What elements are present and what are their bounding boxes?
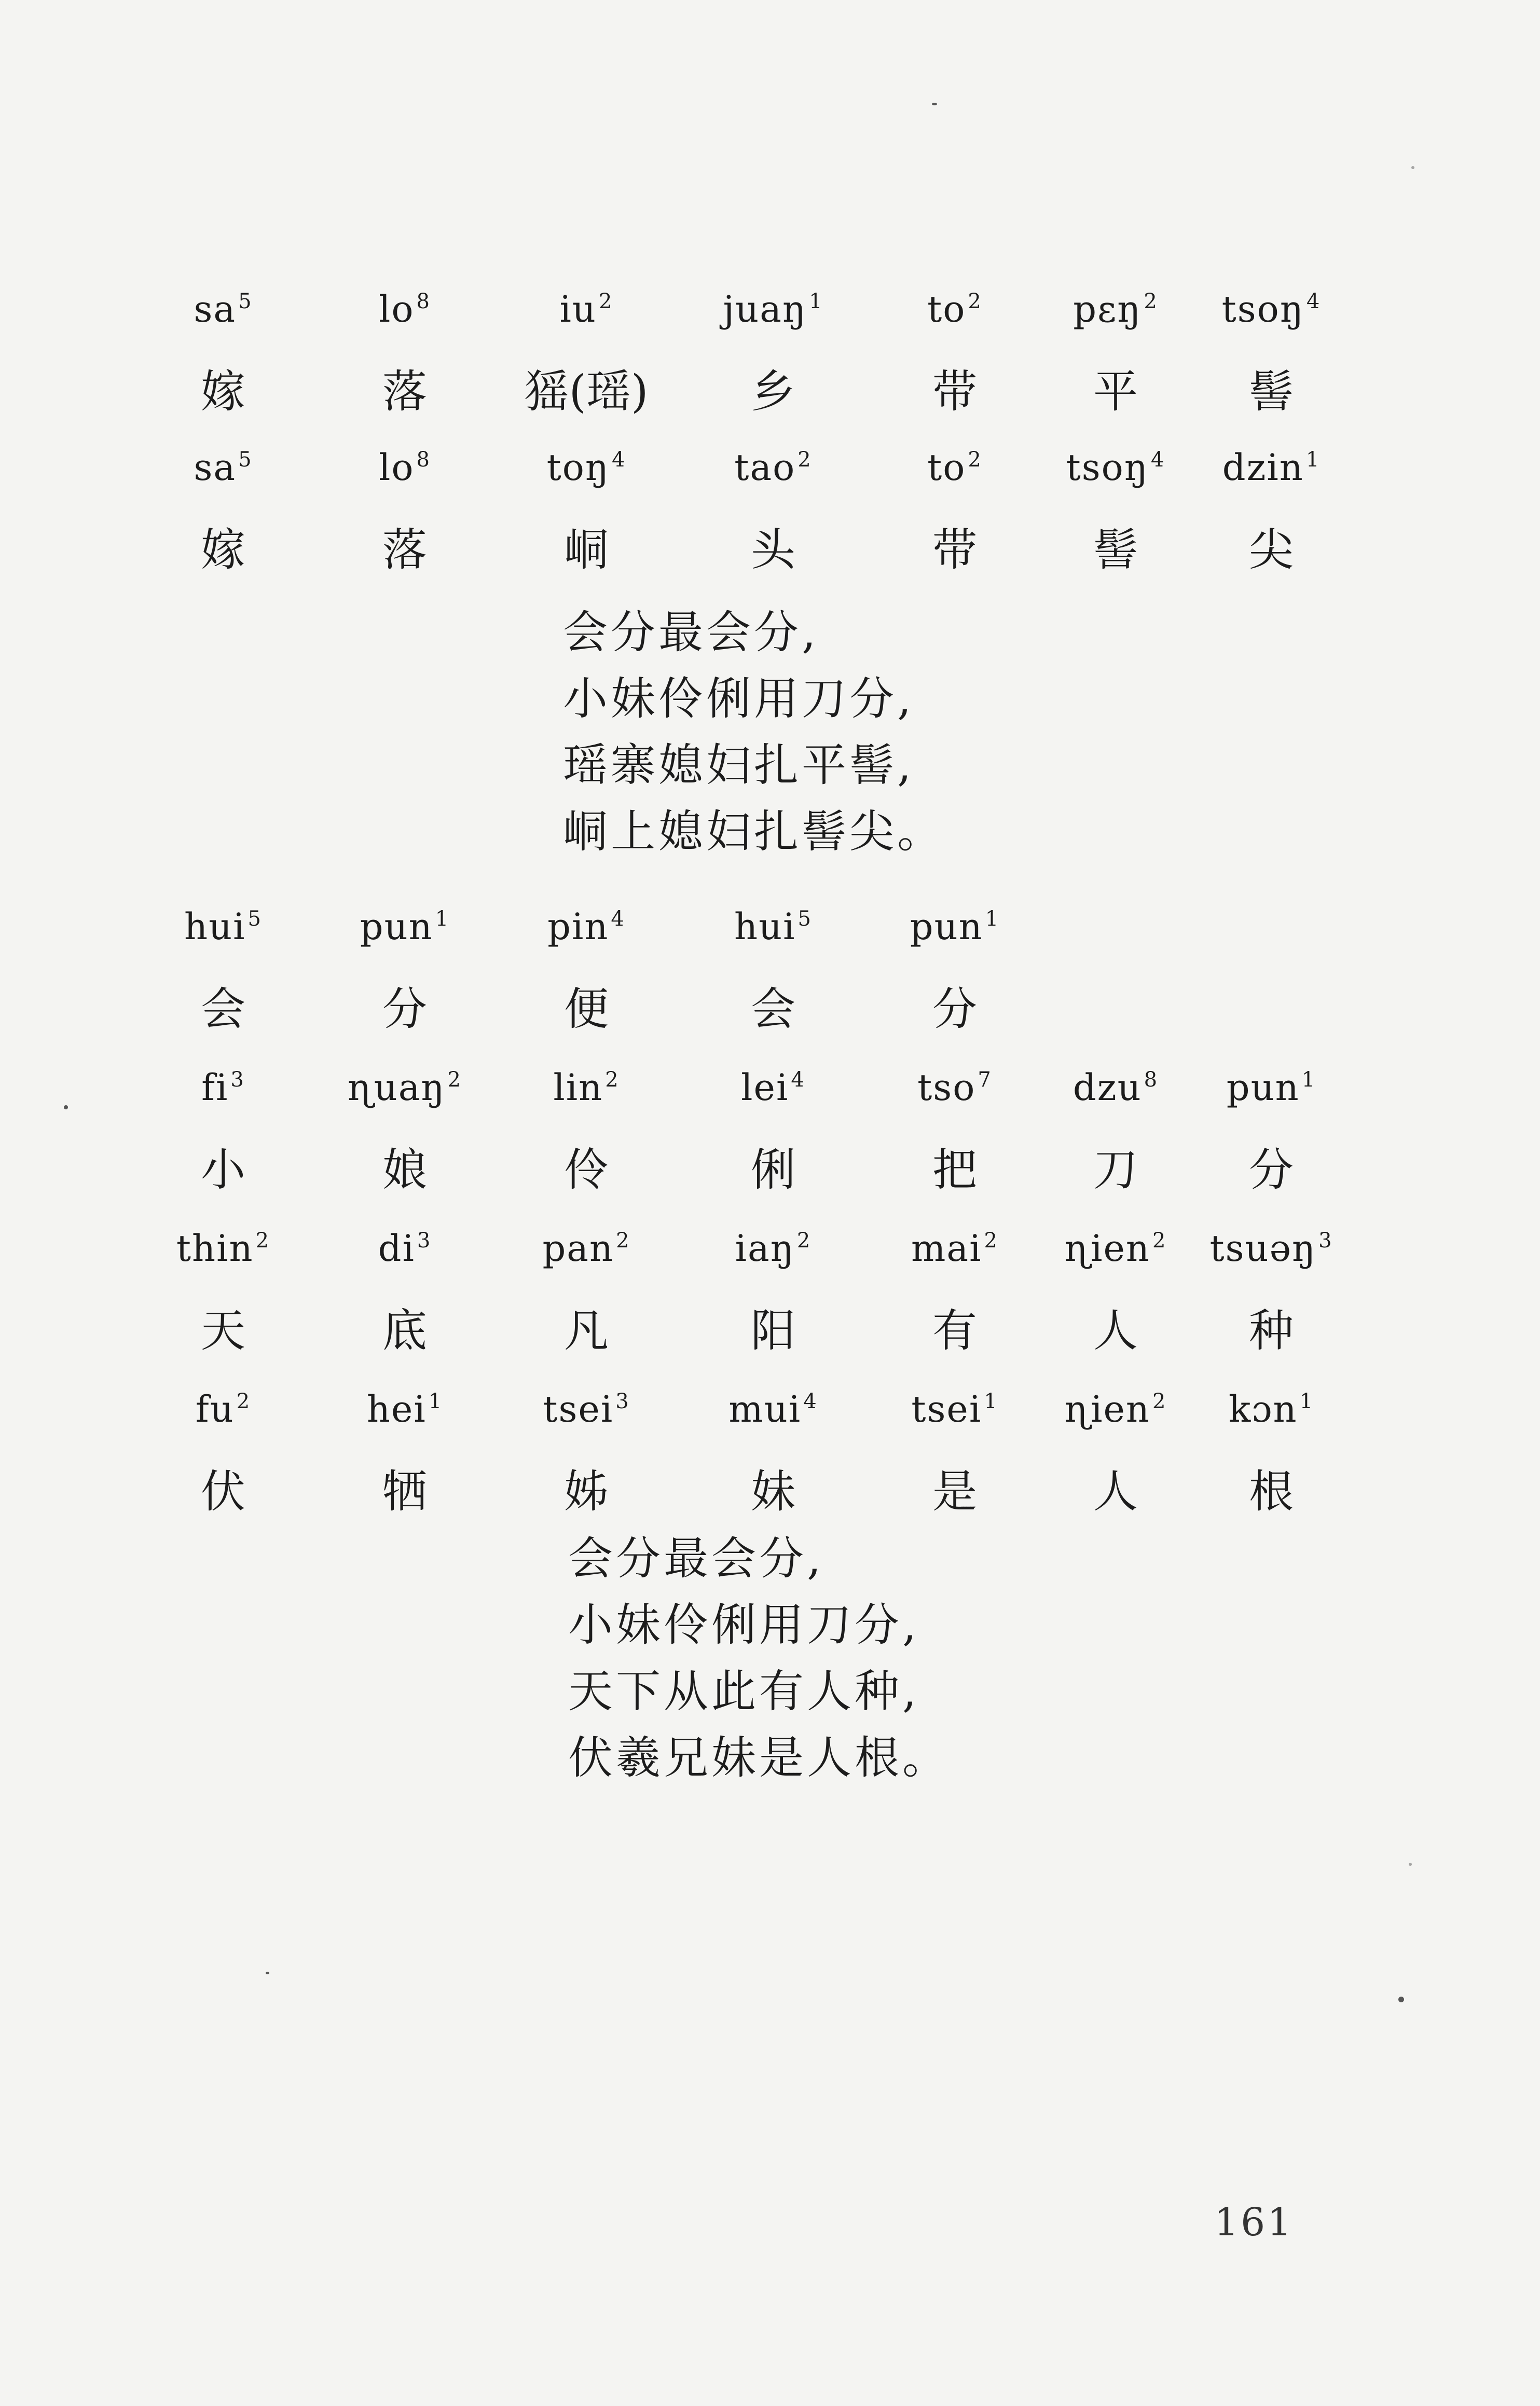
- romanization-syllable: [553, 1066, 619, 1109]
- chinese-gloss: 峒: [564, 524, 609, 576]
- tone-number: 4: [791, 1068, 805, 1092]
- romanization-syllable: [1209, 1227, 1332, 1270]
- syllable-text: ɳuaŋ: [348, 1066, 446, 1109]
- chinese-gloss: 落: [382, 524, 427, 576]
- print-speck: [266, 1972, 269, 1974]
- tone-number: 2: [984, 1229, 998, 1253]
- chinese-gloss: 髻: [1093, 524, 1138, 576]
- chinese-gloss: 带: [932, 366, 977, 418]
- syllable-text: hui: [734, 905, 796, 948]
- chinese-gloss: 落: [382, 366, 427, 418]
- romanization-syllable: [910, 905, 999, 948]
- romanization-syllable: [1065, 1227, 1167, 1270]
- tone-number: 4: [611, 448, 626, 472]
- print-speck: [1409, 1863, 1412, 1866]
- chinese-gloss: 刀: [1093, 1144, 1138, 1196]
- page-number: 161: [1214, 2200, 1294, 2245]
- chinese-gloss: 姊: [564, 1466, 609, 1518]
- syllable-text: to: [927, 288, 966, 331]
- romanization-syllable: [379, 446, 431, 489]
- romanization-syllable: [367, 1388, 443, 1431]
- chinese-gloss: 嫁: [201, 366, 245, 418]
- syllable-text: hui: [184, 905, 246, 948]
- syllable-text: sa: [194, 446, 237, 489]
- romanization-syllable: [547, 446, 626, 489]
- syllable-text: pun: [910, 905, 983, 948]
- tone-number: 5: [248, 907, 263, 931]
- chinese-gloss: 尖: [1249, 524, 1294, 576]
- chinese-gloss: 人: [1093, 1466, 1138, 1518]
- tone-number: 2: [1152, 1229, 1167, 1253]
- chinese-gloss: 猺(瑶): [524, 366, 649, 418]
- syllable-text: ɳien: [1064, 1227, 1151, 1270]
- syllable-text: pun: [360, 905, 433, 948]
- syllable-text: pɛŋ: [1073, 288, 1142, 331]
- chinese-gloss: 阳: [751, 1305, 795, 1357]
- romanization-syllable: [927, 446, 982, 489]
- syllable-text: tsoŋ: [1221, 288, 1304, 331]
- tone-number: 4: [611, 907, 625, 931]
- romanization-syllable: [542, 1227, 630, 1270]
- tone-number: 1: [428, 1390, 443, 1413]
- syllable-text: lo: [379, 288, 415, 331]
- syllable-text: lo: [379, 446, 415, 489]
- verse-line: 瑶寨媳妇扎平髻,: [563, 739, 915, 791]
- tone-number: 8: [416, 290, 431, 313]
- chinese-gloss: 平: [1093, 366, 1138, 418]
- tone-number: 4: [803, 1390, 818, 1413]
- romanization-syllable: [194, 288, 252, 331]
- tone-number: 2: [255, 1229, 270, 1253]
- romanization-syllable: [1222, 288, 1321, 331]
- chinese-gloss: 会: [751, 983, 795, 1035]
- romanization-syllable: [547, 905, 625, 948]
- syllable-text: fu: [195, 1388, 235, 1431]
- syllable-text: tsuəŋ: [1209, 1227, 1317, 1270]
- syllable-text: di: [378, 1227, 415, 1270]
- syllable-text: iu: [559, 288, 597, 331]
- tone-number: 1: [1305, 448, 1321, 472]
- print-speck: [932, 103, 937, 105]
- syllable-text: iaŋ: [735, 1227, 795, 1270]
- syllable-text: sa: [194, 288, 237, 331]
- tone-number: 2: [1144, 290, 1158, 313]
- verse-stanza: [563, 599, 945, 865]
- romanization-syllable: [1073, 1066, 1158, 1109]
- tone-number: 5: [238, 448, 253, 472]
- syllable-text: dzin: [1222, 446, 1304, 489]
- syllable-text: lin: [553, 1066, 603, 1109]
- chinese-gloss: 是: [932, 1466, 977, 1518]
- syllable-text: tao: [734, 446, 796, 489]
- syllable-text: pan: [542, 1227, 614, 1270]
- syllable-text: tso: [917, 1066, 976, 1109]
- chinese-gloss: 把: [932, 1144, 977, 1196]
- chinese-gloss: 髻: [1249, 366, 1294, 418]
- tone-number: 4: [1150, 448, 1165, 472]
- romanization-syllable: [1065, 1388, 1167, 1431]
- print-speck: [64, 1105, 68, 1109]
- chinese-gloss: 嫁: [201, 524, 245, 576]
- tone-number: 2: [968, 448, 982, 472]
- romanization-syllable: [1227, 1066, 1316, 1109]
- chinese-gloss: 头: [751, 524, 795, 576]
- romanization-syllable: [917, 1066, 992, 1109]
- romanization-syllable: [560, 288, 613, 331]
- chinese-gloss: 人: [1093, 1305, 1138, 1357]
- tone-number: 2: [798, 448, 812, 472]
- tone-number: 2: [796, 1229, 812, 1253]
- romanization-syllable: [741, 1066, 805, 1109]
- syllable-text: mai: [911, 1227, 982, 1270]
- romanization-syllable: [1066, 446, 1165, 489]
- verse-line: 会分最会分,: [563, 607, 819, 658]
- tone-number: 8: [416, 448, 431, 472]
- syllable-text: juaŋ: [723, 288, 807, 331]
- chinese-gloss: 凡: [564, 1305, 609, 1357]
- tone-number: 2: [1152, 1390, 1167, 1413]
- romanization-syllable: [201, 1066, 245, 1109]
- tone-number: 3: [230, 1068, 245, 1092]
- syllable-text: tsoŋ: [1066, 446, 1149, 489]
- tone-number: 1: [1301, 1068, 1316, 1092]
- chinese-gloss: 会: [201, 983, 245, 1035]
- syllable-text: dzu: [1072, 1066, 1142, 1109]
- chinese-gloss: 有: [932, 1305, 977, 1357]
- chinese-gloss: 妹: [751, 1466, 795, 1518]
- tone-number: 2: [968, 290, 982, 313]
- syllable-text: hei: [366, 1388, 427, 1431]
- chinese-gloss: 根: [1249, 1466, 1294, 1518]
- romanization-syllable: [184, 905, 262, 948]
- tone-number: 5: [798, 907, 813, 931]
- tone-number: 2: [599, 290, 613, 313]
- romanization-syllable: [735, 1227, 812, 1270]
- romanization-syllable: [360, 905, 449, 948]
- chinese-gloss: 种: [1249, 1305, 1294, 1357]
- tone-number: 7: [978, 1068, 992, 1092]
- romanization-syllable: [911, 1388, 998, 1431]
- romanization-syllable: [1222, 446, 1321, 489]
- chinese-gloss: 分: [932, 983, 977, 1035]
- tone-number: 2: [605, 1068, 620, 1092]
- chinese-gloss: 娘: [382, 1144, 427, 1196]
- chinese-gloss: 伶: [564, 1144, 609, 1196]
- verse-line: 峒上媳妇扎髻尖。: [563, 806, 945, 858]
- chinese-gloss: 带: [932, 524, 977, 576]
- tone-number: 2: [616, 1229, 630, 1253]
- romanization-syllable: [734, 446, 812, 489]
- chinese-gloss: 俐: [751, 1144, 795, 1196]
- romanization-syllable: [723, 288, 823, 331]
- romanization-syllable: [734, 905, 812, 948]
- romanization-syllable: [194, 446, 252, 489]
- romanization-syllable: [348, 1066, 462, 1109]
- tone-number: 1: [985, 907, 1000, 931]
- chinese-gloss: 小: [201, 1144, 245, 1196]
- syllable-text: thin: [176, 1227, 254, 1270]
- chinese-gloss: 天: [201, 1305, 245, 1357]
- tone-number: 2: [447, 1068, 462, 1092]
- tone-number: 1: [1299, 1390, 1314, 1413]
- verse-line: 伏羲兄妹是人根。: [568, 1732, 950, 1784]
- verse-stanza: [568, 1525, 950, 1791]
- chinese-gloss: 乡: [751, 366, 795, 418]
- syllable-text: toŋ: [546, 446, 610, 489]
- syllable-text: fi: [201, 1066, 229, 1109]
- verse-line: 会分最会分,: [568, 1533, 824, 1585]
- romanization-syllable: [176, 1227, 270, 1270]
- verse-line: 小妹伶俐用刀分,: [563, 673, 915, 725]
- syllable-text: tsei: [911, 1388, 982, 1431]
- syllable-text: mui: [728, 1388, 802, 1431]
- verse-line: 天下从此有人种,: [568, 1666, 920, 1717]
- tone-number: 1: [984, 1390, 998, 1413]
- tone-number: 3: [1318, 1229, 1333, 1253]
- tone-number: 4: [1306, 290, 1321, 313]
- romanization-syllable: [911, 1227, 998, 1270]
- tone-number: 3: [417, 1229, 432, 1253]
- romanization-syllable: [379, 288, 431, 331]
- syllable-text: to: [927, 446, 966, 489]
- chinese-gloss: 伏: [201, 1466, 245, 1518]
- syllable-text: lei: [741, 1066, 789, 1109]
- romanization-syllable: [543, 1388, 629, 1431]
- syllable-text: pun: [1226, 1066, 1300, 1109]
- tone-number: 8: [1144, 1068, 1159, 1092]
- romanization-syllable: [728, 1388, 817, 1431]
- verse-line: 小妹伶俐用刀分,: [568, 1599, 920, 1651]
- tone-number: 1: [435, 907, 450, 931]
- chinese-gloss: 底: [382, 1305, 427, 1357]
- tone-number: 2: [236, 1390, 251, 1413]
- syllable-text: tsei: [543, 1388, 614, 1431]
- tone-number: 3: [615, 1390, 630, 1413]
- syllable-text: pin: [547, 905, 609, 948]
- romanization-syllable: [1229, 1388, 1314, 1431]
- syllable-text: kɔn: [1228, 1388, 1298, 1431]
- chinese-gloss: 分: [382, 983, 427, 1035]
- romanization-syllable: [378, 1227, 432, 1270]
- print-speck: [1398, 1997, 1404, 2002]
- print-speck: [1411, 166, 1414, 169]
- tone-number: 1: [809, 290, 823, 313]
- romanization-syllable: [1073, 288, 1158, 331]
- romanization-syllable: [196, 1388, 251, 1431]
- tone-number: 5: [238, 290, 253, 313]
- syllable-text: ɳien: [1064, 1388, 1151, 1431]
- romanization-syllable: [927, 288, 982, 331]
- chinese-gloss: 分: [1249, 1144, 1294, 1196]
- chinese-gloss: 牺: [382, 1466, 427, 1518]
- chinese-gloss: 便: [564, 983, 609, 1035]
